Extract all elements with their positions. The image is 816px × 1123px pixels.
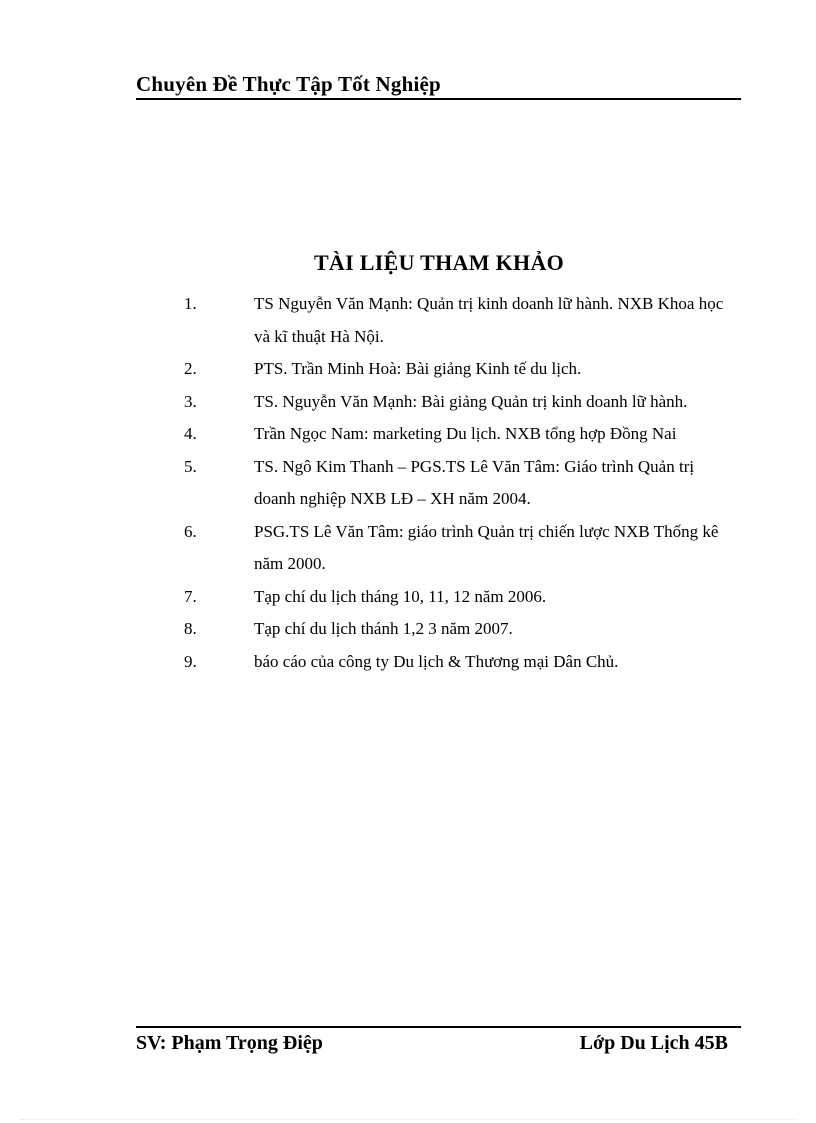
reference-number: 8. <box>184 619 197 638</box>
reference-item-5 <box>0 451 816 516</box>
reference-text: TS. Nguyễn Văn Mạnh: Bài giảng Quản trị kinh doanh lữ hành. <box>254 391 688 411</box>
reference-number: 2. <box>184 359 197 378</box>
reference-item-1 <box>0 288 816 353</box>
reference-text: PTS. Trần Minh Hoà: Bài giảng Kinh tế du lịch. <box>254 359 582 378</box>
reference-item-2 <box>0 353 816 386</box>
reference-number: 1. <box>184 294 197 313</box>
reference-number: 3. <box>184 391 197 411</box>
reference-number: 9. <box>184 651 197 671</box>
reference-text: Tạp chí du lịch tháng 10, 11, 12 năm 2006. <box>254 586 547 606</box>
page-title: TÀI LIỆU THAM KHẢO <box>313 250 565 275</box>
reference-text: báo cáo của công ty Du lịch & Thương mại Dân Chủ. <box>254 651 619 671</box>
reference-item-8 <box>0 613 816 646</box>
reference-number: 5. <box>184 456 197 476</box>
reference-text: PSG.TS Lê Văn Tâm: giáo trình Quản trị chiến lược NXB Thống kê năm 2000. <box>254 521 719 573</box>
footer-student-name: SV: Phạm Trọng Điệp <box>136 1032 323 1054</box>
reference-list <box>0 288 816 678</box>
reference-item-3 <box>0 386 816 419</box>
reference-number: 6. <box>184 521 197 541</box>
reference-number: 4. <box>184 424 197 443</box>
reference-text: TS Nguyễn Văn Mạnh: Quản trị kinh doanh lữ hành. NXB Khoa học và kĩ thuật Hà Nội. <box>254 294 724 346</box>
reference-text: TS. Ngô Kim Thanh – PGS.TS Lê Văn Tâm: Giáo trình Quản trị doanh nghiệp NXB LĐ – XH năm 2004. <box>254 456 695 508</box>
header-divider <box>136 98 741 100</box>
reference-item-6 <box>0 516 816 581</box>
reference-item-4 <box>0 418 816 451</box>
reference-item-9 <box>0 646 816 679</box>
page-bottom-border <box>20 1119 796 1120</box>
reference-text: Trần Ngọc Nam: marketing Du lịch. NXB tổng hợp Đồng Nai <box>254 424 677 443</box>
reference-number: 7. <box>184 586 197 606</box>
footer-class-name: Lớp Du Lịch 45B <box>579 1032 728 1054</box>
reference-text: Tạp chí du lịch thánh 1,2 3 năm 2007. <box>254 619 513 638</box>
reference-item-7 <box>0 581 816 614</box>
page-header-title: Chuyên Đề Thực Tập Tốt Nghiệp <box>136 72 441 96</box>
footer-divider <box>136 1026 741 1028</box>
